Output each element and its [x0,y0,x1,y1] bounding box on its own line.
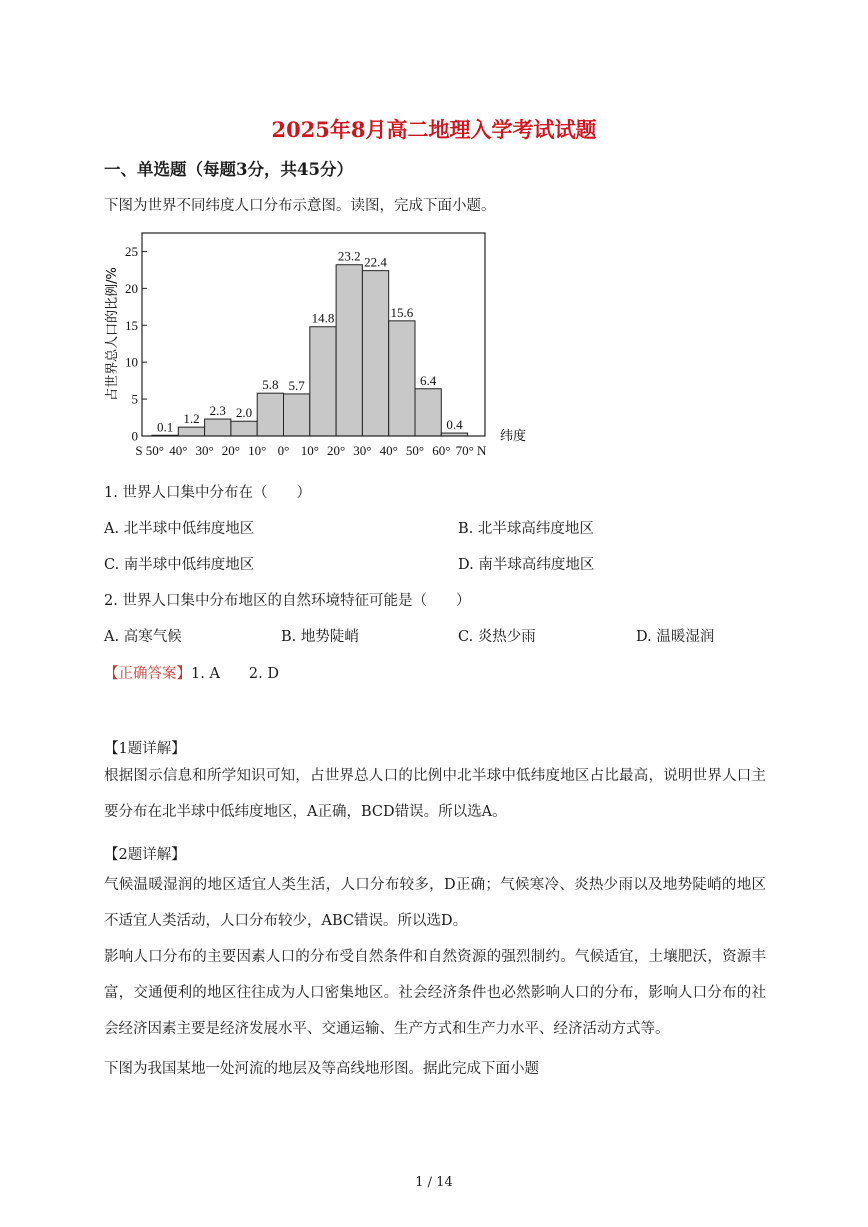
population-latitude-chart [96,222,536,464]
bar-value-label: 23.2 [337,248,361,264]
bar-value-label: 0.4 [446,417,463,433]
y-tick-label: 10 [125,354,138,370]
bar-value-label: 2.3 [209,403,226,419]
next-question-intro: 下图为我国某地一处河流的地层及等高线地形图。据此完成下面小题 [104,1061,539,1077]
bar [205,419,231,436]
detail2-heading: 【2题详解】 [104,847,186,863]
y-tick-label: 5 [131,391,138,407]
answer-line [104,662,279,683]
detail1-heading: 【1题详解】 [104,741,186,757]
q1-option-d: D. 南半球高纬度地区 [458,557,595,573]
bar-value-label: 5.7 [288,377,305,393]
bar [257,393,283,436]
x-tick-label: 60° [432,443,451,458]
y-tick-label: 20 [125,280,138,296]
detail2-text-extended: 影响人口分布的主要因素人口的分布受自然条件和自然资源的强烈制约。气候适宜，土壤肥沃，资源丰富，交通便利的地区往往成为人口密集地区。社会经济条件也必然影响人口的分布，影响人口分布的社会经济因素主要是经济发展水平、交通运输、生产方式和生产力水平、经济活动方式等。 [104,949,766,1037]
bar [178,427,204,436]
q2-option-a: A. 高寒气候 [104,629,182,645]
q2-option-c: C. 炎热少雨 [458,629,536,645]
q2-stem: 2. 世界人口集中分布地区的自然环境特征可能是（ ） [104,593,471,609]
q2-option-d: D. 温暖湿润 [636,629,715,645]
q1-option-c: C. 南半球中低纬度地区 [104,557,255,573]
answer-label: 【正确答案】 [104,666,191,682]
q1-option-b: B. 北半球高纬度地区 [458,521,594,537]
y-tick-label: 15 [125,317,138,333]
chart-y-ticks [125,244,147,444]
q1-stem: 1. 世界人口集中分布在（ ） [104,485,311,501]
bar-value-label: 14.8 [311,310,335,326]
x-tick-label: 10° [248,443,267,458]
x-tick-label: 20° [326,443,346,458]
x-tick-label: 40° [169,443,188,458]
page-title: 2025年8月高二地理入学考试试题 [271,117,597,142]
x-tick-label: 30° [353,443,372,458]
x-tick-label: 50° [405,443,425,458]
y-tick-label: 25 [125,243,138,259]
x-tick-label: 30° [195,443,214,458]
detail1-text: 根据图示信息和所学知识可知，占世界总人口的比例中北半球中低纬度地区占比最高，说明世界人口主要分布在北半球中低纬度地区，A正确，BCD错误。所以选A。 [104,768,766,820]
chart-y-axis-label: 占世界总人口的比例/% [105,267,120,401]
q2-option-b: B. 地势陡峭 [281,629,359,645]
x-tick-label: 70° N [455,443,487,458]
q1-option-a: A. 北半球中低纬度地区 [104,521,255,537]
x-tick-label: S 50° [135,443,164,458]
bar-value-label: 6.4 [420,372,437,388]
section-heading: 一、单选题（每题3分，共45分） [104,160,353,179]
bar-value-label: 5.8 [262,377,279,393]
x-tick-label: 40° [379,443,398,458]
bar [362,271,388,436]
bar-value-label: 0.1 [157,419,174,435]
bar [231,421,257,436]
question-intro: 下图为世界不同纬度人口分布示意图。读图，完成下面小题。 [104,198,496,214]
bar [284,394,310,436]
x-tick-label: 0° [277,443,290,458]
chart-x-axis-label: 纬度 [500,429,527,444]
page-number: 1 / 14 [415,1175,453,1190]
x-tick-label: 20° [221,443,241,458]
bar [389,321,415,436]
detail2-text: 气候温暖湿润的地区适宜人类生活，人口分布较多，D正确；气候寒冷、炎热少雨以及地势陡峭的地区不适宜人类活动，人口分布较少，ABC错误。所以选D。 [104,877,766,929]
bar [310,327,336,436]
bar [415,389,441,436]
bar-value-label: 1.2 [183,411,200,427]
bar-value-label: 2.0 [235,405,253,421]
chart-x-ticks [135,443,487,458]
bar-value-label: 22.4 [364,254,387,270]
bar-value-label: 15.6 [390,304,414,320]
y-tick-label: 0 [131,428,138,444]
x-tick-label: 10° [300,443,319,458]
answer-value: 1. A 2. D [191,666,279,682]
bar [336,265,362,436]
